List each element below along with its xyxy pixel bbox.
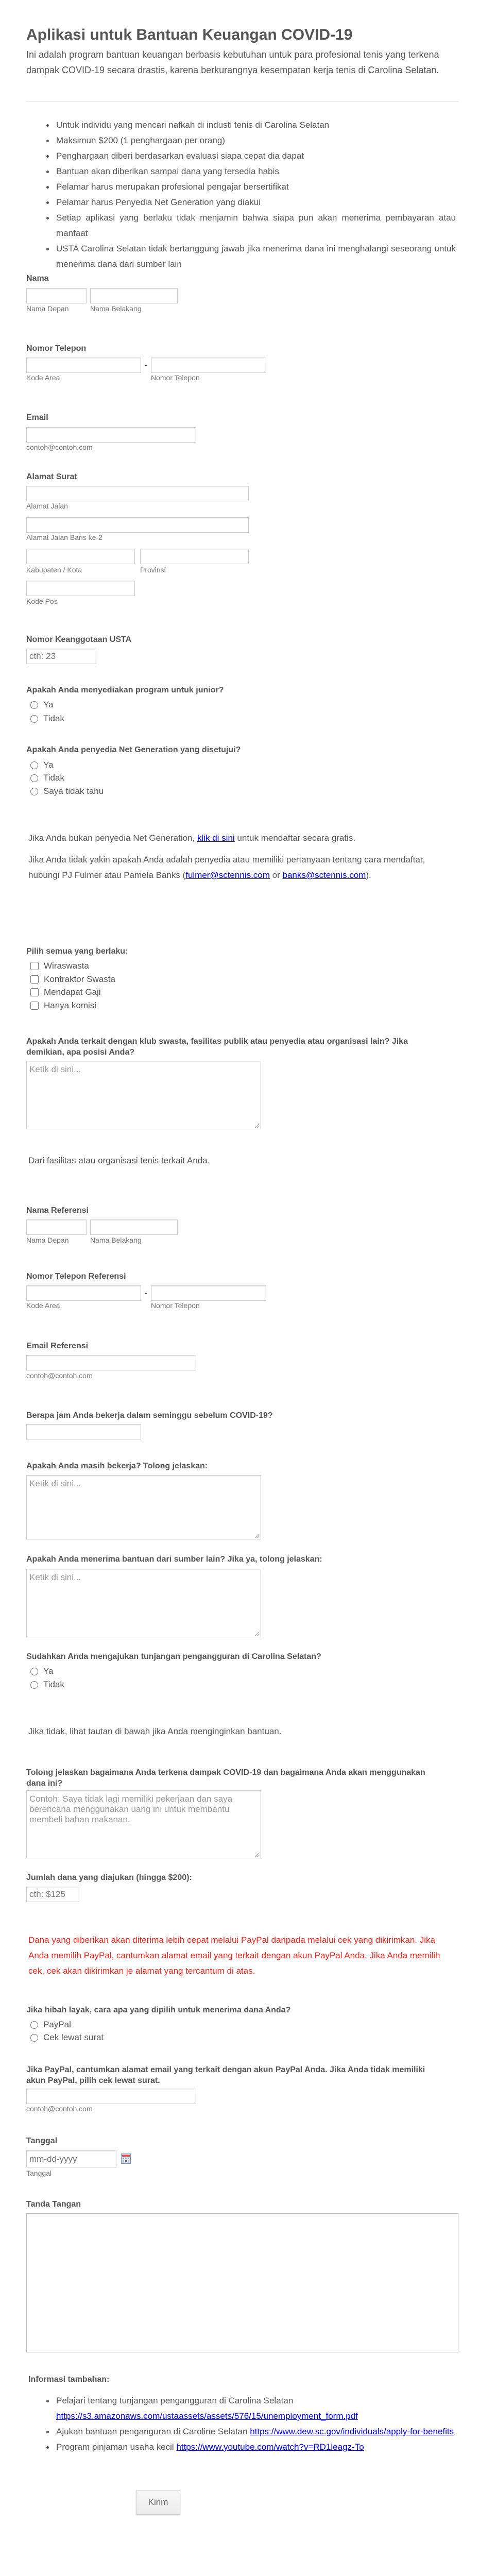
last-name-input[interactable] <box>90 288 178 303</box>
resize-handle-icon[interactable] <box>255 1534 260 1538</box>
option-label: Tidak <box>43 773 64 783</box>
option-label: Ya <box>43 1666 54 1676</box>
radio-icon[interactable] <box>30 774 38 782</box>
street-input[interactable] <box>26 486 249 501</box>
unemployment-form-link[interactable]: https://s3.amazonaws.com/ustaassets/assets/576/15/unemployment_form.pdf <box>56 2411 358 2421</box>
junior-label: Apakah Anda menyediakan program untuk junior? <box>26 686 224 694</box>
amount-input[interactable] <box>26 1887 79 1902</box>
address-label: Alamat Surat <box>26 472 77 481</box>
radio-icon[interactable] <box>30 788 38 795</box>
form-title: Aplikasi untuk Bantuan Keuangan COVID-19 <box>26 26 353 43</box>
list-item: Pelamar harus merupakan profesional pengajar bersertifikat <box>46 179 456 195</box>
list-item: Untuk individu yang mencari nafkah di industi tenis di Carolina Selatan <box>46 117 456 133</box>
netgen-contact-text <box>28 852 456 883</box>
ref-phone-number-input[interactable] <box>151 1285 266 1301</box>
ref-phone-number-sublabel: Nomor Telepon <box>151 1301 200 1310</box>
option-label: Wiraswasta <box>44 961 89 971</box>
placeholder: Ketik di sini... <box>29 1479 81 1488</box>
zip-input[interactable] <box>26 581 135 596</box>
city-input[interactable] <box>26 549 135 564</box>
resize-handle-icon[interactable] <box>255 1124 260 1128</box>
still-working-label: Apakah Anda masih bekerja? Tolong jelaskan: <box>26 1462 208 1470</box>
email-input[interactable] <box>26 427 196 443</box>
area-code-input[interactable] <box>26 358 141 373</box>
radio-icon[interactable] <box>30 2021 38 2029</box>
junior-option-tidak[interactable] <box>30 713 64 724</box>
employment-label: Pilih semua yang berlaku: <box>26 947 128 956</box>
phone-dash: - <box>145 361 147 369</box>
option-label: Tidak <box>43 714 64 723</box>
netgen-option-tidak-tahu[interactable] <box>30 786 104 797</box>
ref-email-input[interactable] <box>26 1355 196 1370</box>
ref-last-name-sublabel: Nama Belakang <box>90 1236 142 1244</box>
checkbox-icon[interactable] <box>30 1002 39 1010</box>
option-label: PayPal <box>43 2020 71 2029</box>
payment-method-label: Jika hibah layak, cara apa yang dipilih untuk menerima dana Anda? <box>26 2006 291 2014</box>
paypal-email-input[interactable] <box>26 2089 196 2104</box>
placeholder: Ketik di sini... <box>29 1572 81 1582</box>
small-business-loan-link[interactable]: https://www.youtube.com/watch?v=RD1leagz-To <box>176 2442 364 2452</box>
date-sublabel: Tanggal <box>26 2169 52 2177</box>
phone-number-input[interactable] <box>151 358 266 373</box>
date-label: Tanggal <box>26 2137 58 2145</box>
resize-handle-icon[interactable] <box>255 1632 260 1636</box>
netgen-signup-text <box>28 831 456 846</box>
option-label: Ya <box>43 760 54 770</box>
intro-bullet-list <box>46 117 456 272</box>
checkbox-icon[interactable] <box>30 962 39 970</box>
form-description: Ini adalah program bantuan keuangan berbasis kebutuhan untuk para profesional tenis yang terkena dampak COVID-19 secara drastis, karena berkurangnya kesempatan kerja tenis di Carolina Selatan. <box>26 49 439 75</box>
option-label: Tidak <box>43 1680 64 1689</box>
payment-option-cek[interactable] <box>30 2032 104 2043</box>
resize-handle-icon[interactable] <box>255 1853 260 1857</box>
ref-phone-label: Nomor Telepon Referensi <box>26 1272 126 1281</box>
name-label: Nama <box>26 274 49 283</box>
placeholder: Contoh: Saya tidak lagi memiliki pekerjaan dan saya berencana menggunakan uang ini untuk membantu membeli bahan makanan. <box>29 1794 233 1824</box>
ref-email-helper: contoh@contoh.com <box>26 1371 93 1380</box>
hours-label: Berapa jam Anda bekerja dalam seminggu sebelum COVID-19? <box>26 1411 273 1420</box>
submit-button[interactable]: Kirim <box>136 2490 180 2515</box>
list-item <box>46 2424 456 2439</box>
text: Jika Anda bukan penyedia Net Generation, <box>28 833 197 843</box>
option-label: Kontraktor Swasta <box>44 974 115 984</box>
list-item: Bantuan akan diberikan sampai dana yang tersedia habis <box>46 164 456 179</box>
ref-last-name-input[interactable] <box>90 1219 178 1235</box>
affiliation-label: Apakah Anda terkait dengan klub swasta, fasilitas publik atau penyedia atau organisasi lain? Jika demikian, apa posisi Anda? <box>26 1037 408 1057</box>
employment-option-kontraktor[interactable] <box>30 974 115 985</box>
option-label: Mendapat Gaji <box>44 987 101 997</box>
affiliation-textarea[interactable] <box>26 1061 261 1129</box>
affiliation-note: Dari fasilitas atau organisasi tenis terkait Anda. <box>28 1156 210 1165</box>
unemployment-option-tidak[interactable] <box>30 1679 64 1690</box>
radio-icon[interactable] <box>30 1668 38 1675</box>
ref-name-label: Nama Referensi <box>26 1206 89 1215</box>
text: ). <box>366 870 371 880</box>
state-sublabel: Provinsi <box>140 566 166 574</box>
netgen-option-tidak[interactable] <box>30 772 64 784</box>
impact-label: Tolong jelaskan bagaimana Anda terkena dampak COVID-19 dan bagaimana Anda akan menggunakan dana ini? <box>26 1768 425 1788</box>
item-text: Program pinjaman usaha kecil <box>56 2442 177 2452</box>
ref-first-name-sublabel: Nama Depan <box>26 1236 69 1244</box>
phone-label: Nomor Telepon <box>26 344 87 353</box>
ref-first-name-input[interactable] <box>26 1219 87 1235</box>
text: or <box>269 870 283 880</box>
extra-info-list <box>46 2393 456 2455</box>
list-item: Setiap aplikasi yang berlaku tidak menjamin bahwa siapa pun akan menerima pembayaran atau manfaat <box>46 210 456 241</box>
option-label: Cek lewat surat <box>43 2032 104 2042</box>
unemployment-label: Sudahkan Anda mengajukan tunjangan pengangguran di Carolina Selatan? <box>26 1652 321 1661</box>
fulmer-email-link[interactable]: fulmer@sctennis.com <box>185 870 270 880</box>
banks-email-link[interactable]: banks@sctennis.com <box>282 870 366 880</box>
street2-input[interactable] <box>26 517 249 533</box>
email-helper: contoh@contoh.com <box>26 443 93 451</box>
city-sublabel: Kabupaten / Kota <box>26 566 82 574</box>
email-label: Email <box>26 413 48 422</box>
unemployment-note: Jika tidak, lihat tautan di bawah jika Anda menginginkan bantuan. <box>28 1726 282 1736</box>
ref-email-label: Email Referensi <box>26 1342 89 1350</box>
impact-textarea[interactable] <box>26 1790 261 1858</box>
signup-link[interactable]: klik di sini <box>197 833 235 843</box>
checkbox-icon[interactable] <box>30 975 39 984</box>
amount-label: Jumlah dana yang diajukan (hingga $200): <box>26 1873 192 1882</box>
first-name-sublabel: Nama Depan <box>26 304 69 313</box>
option-label: Hanya komisi <box>44 1001 97 1010</box>
employment-option-komisi[interactable] <box>30 1000 96 1011</box>
calendar-icon[interactable] <box>121 2154 131 2164</box>
radio-icon[interactable] <box>30 701 38 709</box>
paypal-warning-text: Dana yang diberikan akan diterima lebih cepat melalui PayPal daripada melalui cek yang dikirimkan. Jika Anda memilih PayPal, cantumkan alamat email yang terkait dengan akun PayPal Anda. Jika Anda memilih cek, cek akan dikirimkan je alamat yang tercantum di atas. <box>28 1935 440 1976</box>
extra-info-heading: Informasi tambahan: <box>28 2375 110 2384</box>
state-input[interactable] <box>140 549 249 564</box>
zip-sublabel: Kode Pos <box>26 597 58 605</box>
list-item: Penghargaan diberi berdasarkan evaluasi siapa cepat dia dapat <box>46 148 456 164</box>
text: untuk mendaftar secara gratis. <box>234 833 356 843</box>
radio-icon[interactable] <box>30 761 38 769</box>
netgen-option-ya[interactable] <box>30 759 54 771</box>
last-name-sublabel: Nama Belakang <box>90 304 142 313</box>
still-working-textarea[interactable] <box>26 1475 261 1539</box>
ref-area-code-sublabel: Kode Area <box>26 1301 60 1310</box>
first-name-input[interactable] <box>26 288 87 303</box>
signature-pad[interactable] <box>26 2213 458 2352</box>
paypal-email-label: Jika PayPal, cantumkan alamat email yang terkait dengan akun PayPal Anda. Jika Anda tidak memiliki akun PayPal, pilih cek lewat surat. <box>26 2065 425 2085</box>
junior-option-ya[interactable] <box>30 699 54 710</box>
employment-option-gaji[interactable] <box>30 987 101 998</box>
other-aid-textarea[interactable] <box>26 1569 261 1637</box>
item-text: Ajukan bantuan penganguran di Caroline Selatan <box>56 2427 250 2436</box>
paypal-email-helper: contoh@contoh.com <box>26 2105 93 2113</box>
ref-area-code-input[interactable] <box>26 1285 141 1301</box>
street-sublabel: Alamat Jalan <box>26 502 68 510</box>
area-code-sublabel: Kode Area <box>26 374 60 382</box>
radio-icon[interactable] <box>30 1681 38 1689</box>
option-label: Saya tidak tahu <box>43 786 104 796</box>
street2-sublabel: Alamat Jalan Baris ke-2 <box>26 533 102 541</box>
phone-number-sublabel: Nomor Telepon <box>151 374 200 382</box>
placeholder: Ketik di sini... <box>29 1064 81 1074</box>
netgen-label: Apakah Anda penyedia Net Generation yang disetujui? <box>26 745 241 754</box>
item-text: Pelajari tentang tunjangan pengangguran di Carolina Selatan <box>56 2396 294 2405</box>
header-divider <box>26 101 458 102</box>
employment-option-wiraswasta[interactable] <box>30 960 89 972</box>
list-item <box>46 2439 456 2455</box>
membership-label: Nomor Keanggotaan USTA <box>26 635 132 644</box>
text: Jika Anda tidak yakin apakah Anda adalah penyedia atau memiliki pertanyaan tentang cara mendaftar, hubungi PJ Fulmer atau Pamela Banks ( <box>28 855 425 880</box>
checkbox-icon[interactable] <box>30 988 39 996</box>
radio-icon[interactable] <box>30 715 38 723</box>
hours-input[interactable] <box>26 1424 141 1439</box>
other-aid-label: Apakah Anda menerima bantuan dari sumber lain? Jika ya, tolong jelaskan: <box>26 1555 322 1564</box>
signature-label: Tanda Tangan <box>26 2200 81 2209</box>
list-item: USTA Carolina Selatan tidak bertanggung jawab jika menerima dana ini menghalangi seseorang untuk menerima dana dari sumber lain <box>46 241 456 272</box>
payment-option-paypal[interactable] <box>30 2019 71 2030</box>
membership-input[interactable] <box>26 649 96 664</box>
radio-icon[interactable] <box>30 2034 38 2042</box>
unemployment-option-ya[interactable] <box>30 1666 54 1677</box>
option-label: Ya <box>43 700 54 709</box>
date-input[interactable] <box>26 2150 116 2167</box>
list-item: Maksimun $200 (1 penghargaan per orang) <box>46 133 456 148</box>
list-item: Pelamar harus Penyedia Net Generation yang diakui <box>46 195 456 210</box>
list-item <box>46 2393 456 2424</box>
phone-dash: - <box>145 1289 147 1297</box>
apply-benefits-link[interactable]: https://www.dew.sc.gov/individuals/apply-for-benefits <box>250 2427 454 2436</box>
